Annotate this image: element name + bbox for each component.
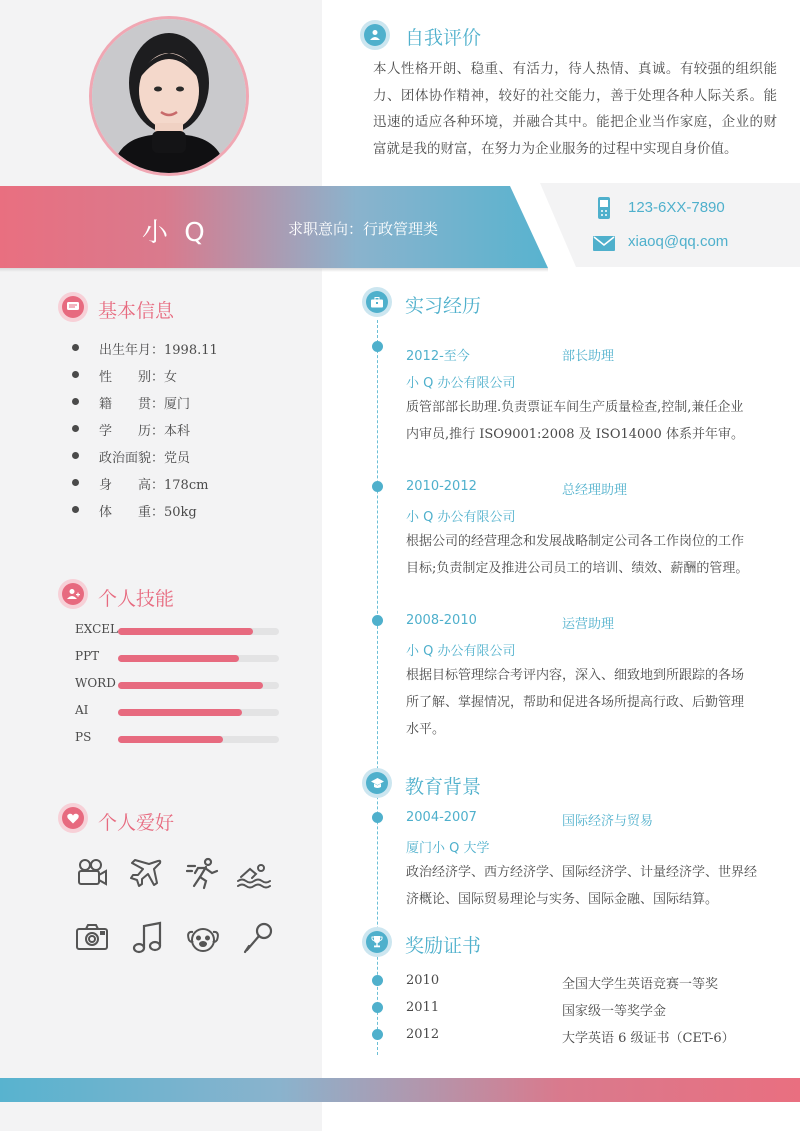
- briefcase-icon: [371, 297, 383, 308]
- skill-label: EXCEL: [75, 622, 119, 636]
- skill-bar-track: [118, 628, 279, 635]
- timeline-dot: [372, 975, 383, 986]
- trophy-icon: [371, 936, 383, 948]
- award-year: 2011: [406, 1000, 440, 1015]
- info-political: 政治面貌：党员: [99, 451, 191, 466]
- info-gender: 性 别：女: [99, 370, 178, 385]
- job-date: 2010-2012: [406, 479, 477, 494]
- skill-bar-track: [118, 655, 279, 662]
- award-year: 2012: [406, 1027, 440, 1042]
- basic-info-section-icon: [58, 292, 88, 322]
- info-bullet: [72, 425, 79, 432]
- award-name: 大学英语 6 级证书（CET-6）: [562, 1031, 735, 1046]
- info-height: 身 高：178cm: [99, 478, 209, 493]
- self-eval-title: 自我评价: [405, 27, 482, 49]
- skill-label: WORD: [75, 676, 116, 690]
- microphone-icon: [241, 921, 275, 955]
- skill-bar-track: [118, 709, 279, 716]
- job-description: 根据目标管理综合考评内容，深入、细致地到所跟踪的各场所了解、掌握情况，帮助和促进各场所提高行政、后勤管理水平。: [406, 668, 745, 737]
- info-bullet: [72, 479, 79, 486]
- movie-camera-icon: [75, 857, 109, 891]
- education-title: 教育背景: [405, 776, 482, 798]
- timeline-dot: [372, 1002, 383, 1013]
- info-bullet: [72, 398, 79, 405]
- job-date: 2008-2010: [406, 613, 477, 628]
- skill-label: AI: [75, 703, 89, 717]
- heart-icon: [67, 813, 79, 824]
- job-date: 2012-至今: [406, 349, 470, 364]
- award-name: 全国大学生英语竞赛一等奖: [562, 977, 719, 992]
- message-icon: [67, 302, 79, 312]
- job-role: 部长助理: [562, 349, 615, 364]
- graduation-cap-icon: [371, 778, 384, 789]
- award-name: 国家级一等奖学金: [562, 1004, 667, 1019]
- job-company: 小 Q 办公有限公司: [406, 510, 516, 525]
- skill-bar-track: [118, 736, 279, 743]
- music-note-icon: [130, 921, 164, 955]
- camera-icon: [75, 921, 109, 955]
- timeline-dot: [372, 481, 383, 492]
- info-bullet: [72, 371, 79, 378]
- skill-label: PPT: [75, 649, 100, 663]
- edu-date: 2004-2007: [406, 810, 477, 825]
- band-shadow: [0, 268, 548, 272]
- self-eval-section-icon: [360, 20, 390, 50]
- job-description: 根据公司的经营理念和发展战略制定公司各工作岗位的工作目标;负责制定及推进公司员工的培训、绩效、薪酬的管理。: [406, 534, 749, 576]
- edu-major: 国际经济与贸易: [562, 814, 654, 829]
- airplane-icon: [130, 857, 164, 891]
- skill-bar-fill: [118, 736, 223, 743]
- candidate-name: 小 Q: [142, 218, 209, 248]
- info-bullet: [72, 506, 79, 513]
- job-role: 运营助理: [562, 617, 615, 632]
- dog-icon: [186, 921, 220, 955]
- avatar: [89, 16, 249, 176]
- internship-title: 实习经历: [405, 295, 482, 317]
- award-year: 2010: [406, 973, 440, 988]
- timeline-dot: [372, 812, 383, 823]
- skill-bar-fill: [118, 709, 242, 716]
- timeline-dot: [372, 615, 383, 626]
- phone-number: 123-6XX-7890: [628, 199, 725, 216]
- info-weight: 体 重：50kg: [99, 505, 197, 520]
- info-birth: 出生年月：1998.11: [99, 343, 218, 358]
- timeline-dot: [372, 341, 383, 352]
- phone-icon: [596, 196, 612, 220]
- skills-section-icon: [58, 579, 88, 609]
- edu-school: 厦门小 Q 大学: [406, 841, 490, 856]
- person-icon: [369, 29, 381, 41]
- contact-card: [540, 183, 800, 267]
- awards-title: 奖励证书: [405, 935, 482, 957]
- email-address: xiaoq@qq.com: [628, 233, 729, 250]
- awards-section-icon: [362, 927, 392, 957]
- info-education: 学 历：本科: [99, 424, 191, 439]
- skill-label: PS: [75, 730, 92, 744]
- hobbies-title: 个人爱好: [98, 812, 175, 834]
- job-company: 小 Q 办公有限公司: [406, 376, 516, 391]
- timeline-dot: [372, 1029, 383, 1040]
- job-description: 质管部部长助理.负责票证车间生产质量检查,控制,兼任企业内审员,推行 ISO9001:2008 及 ISO14000 体系并年审。: [406, 400, 744, 442]
- job-role: 总经理助理: [562, 483, 628, 498]
- education-section-icon: [362, 768, 392, 798]
- skill-bar-fill: [118, 655, 239, 662]
- self-eval-text: 本人性格开朗、稳重、有活力，待人热情、真诚。有较强的组织能力、团体协作精神，较好的社交能力，善于处理各种人际关系。能迅速的适应各种环境，并融合其中。能把企业当作家庭，企业的财富就是我的财富，在努力为企业服务的过程中实现自身价值。: [373, 61, 777, 158]
- email-icon: [593, 236, 615, 251]
- internship-section-icon: [362, 287, 392, 317]
- bottom-band: [0, 1078, 800, 1102]
- info-hometown: 籍 贯：厦门: [99, 397, 191, 412]
- person-add-icon: [67, 588, 80, 600]
- name-band: [0, 186, 548, 268]
- skill-bar-track: [118, 682, 279, 689]
- skill-bar-fill: [118, 682, 263, 689]
- info-bullet: [72, 452, 79, 459]
- job-company: 小 Q 办公有限公司: [406, 644, 516, 659]
- hobbies-section-icon: [58, 803, 88, 833]
- basic-info-title: 基本信息: [98, 300, 175, 322]
- edu-description: 政治经济学、西方经济学、国际经济学、计量经济学、世界经济概论、国际贸易理论与实务、国际金融、国际结算。: [406, 865, 758, 907]
- swimming-icon: [237, 857, 271, 891]
- job-intent: 求职意向：行政管理类: [288, 220, 439, 238]
- skills-title: 个人技能: [98, 588, 175, 610]
- portrait-illustration: [92, 19, 246, 173]
- info-bullet: [72, 344, 79, 351]
- skill-bar-fill: [118, 628, 253, 635]
- running-icon: [186, 857, 220, 891]
